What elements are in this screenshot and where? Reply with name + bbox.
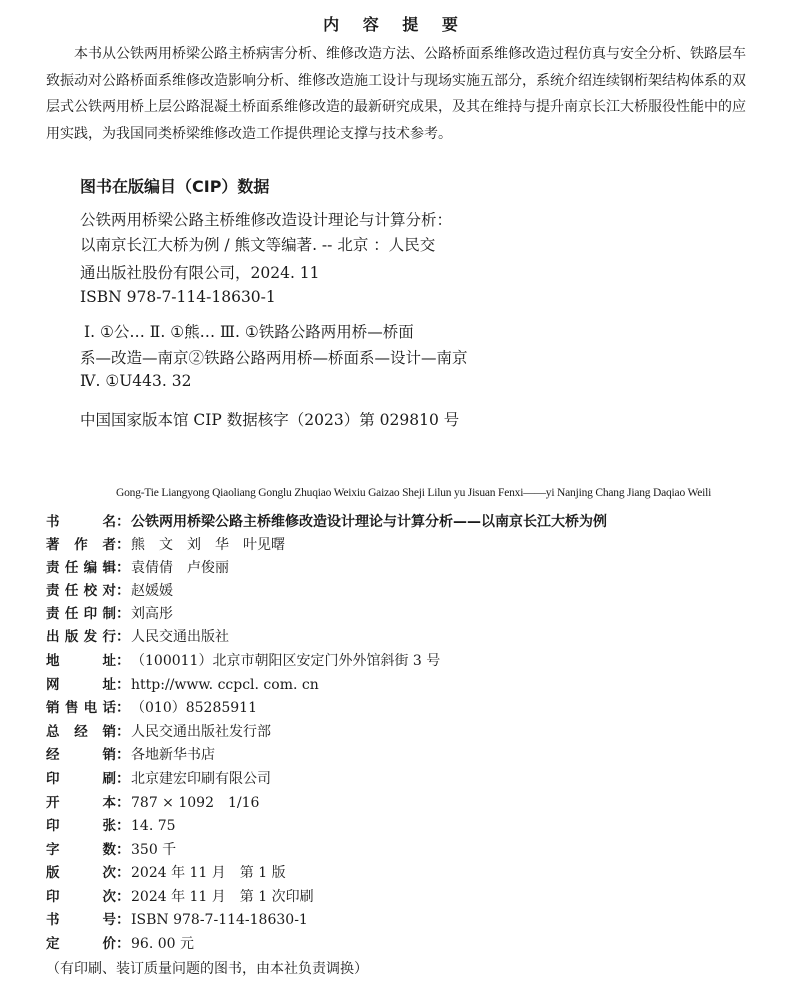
cip-publisher-line: 通出版社股份有限公司，2024. 11	[80, 264, 320, 282]
colophon-value: 赵媛媛	[131, 583, 173, 599]
cip-isbn-line: ISBN 978-7-114-18630-1	[80, 288, 276, 306]
colophon-row-publisher: 出版发行 ： 人民交通出版社	[46, 625, 229, 648]
colophon-value: 人民交通出版社发行部	[131, 724, 271, 740]
colophon-row-authors: 著作者 ： 熊 文 刘 华 叶见曙	[46, 533, 285, 556]
colophon-row-sheets: 印 张 ： 14. 75	[46, 814, 176, 837]
cip-heading: 图书在版编目（CIP）数据	[80, 177, 270, 196]
colophon-label: 开 本	[46, 795, 116, 811]
colophon-label: 书 名	[46, 514, 116, 530]
colophon-value: 2024 年 11 月 第 1 版	[131, 865, 286, 881]
cip-title-line-1: 公铁两用桥梁公路主桥维修改造设计理论与计算分析：	[80, 211, 453, 229]
colophon-label: 责任印制	[46, 606, 116, 622]
colophon-row-editors: 责任编辑 ： 袁倩倩 卢俊丽	[46, 556, 229, 579]
website-link: http://www. ccpcl. com. cn	[131, 677, 319, 693]
colophon-value: 熊 文 刘 华 叶见曙	[131, 537, 285, 553]
colophon-row-impression: 印 次 ： 2024 年 11 月 第 1 次印刷	[46, 885, 314, 908]
colophon-value: 北京建宏印刷有限公司	[131, 771, 271, 787]
cip-subject-line-1: Ⅰ. ①公… Ⅱ. ①熊… Ⅲ. ①铁路公路两用桥—桥面	[84, 323, 414, 341]
colophon-label: 经 销	[46, 747, 116, 763]
colophon-value: 刘高彤	[131, 606, 173, 622]
colophon-label: 书 号	[46, 912, 116, 928]
summary-paragraph: 本书从公铁两用桥梁公路主桥病害分析、维修改造方法、公路桥面系维修改造过程仿真与安全分析、铁路层车致振动对公路桥面系维修改造影响分析、维修改造施工设计与现场实施五部分，系统介绍连续钢桁架结构体系的双层式公铁两用桥上层公路混凝土桥面系维修改造的最新研究成果，及其在维持与提升南京长江大桥服役性能中的应用实践，为我国同类桥梁维修改造工作提供理论支撑与技术参考。	[46, 46, 746, 142]
colophon-label: 版 次	[46, 865, 116, 881]
colophon-value: 人民交通出版社	[131, 629, 229, 645]
colophon-value: 公铁两用桥梁公路主桥维修改造设计理论与计算分析——以南京长江大桥为例	[131, 514, 607, 530]
cip-subject-line-2: 系—改造—南京②铁路公路两用桥—桥面系—设计—南京	[80, 349, 468, 367]
colophon-row-sales-phone: 销售电话 ： （010）85285911	[46, 696, 257, 719]
cip-verification-line: 中国国家版本馆 CIP 数据核字（2023）第 029810 号	[80, 411, 460, 429]
colophon-value: 350 千	[131, 842, 177, 858]
colophon-label: 责任校对	[46, 583, 116, 599]
colophon-row-general-distributor: 总经销 ： 人民交通出版社发行部	[46, 720, 271, 743]
colophon-label: 地 址	[46, 653, 116, 669]
colophon-label: 总经销	[46, 724, 116, 740]
colophon-row-price: 定 价 ： 96. 00 元	[46, 932, 194, 955]
summary-heading: 内 容 提 要	[323, 15, 467, 34]
colophon-row-website: 网 址 ： http://www. ccpcl. com. cn	[46, 673, 319, 696]
colophon-label: 印 刷	[46, 771, 116, 787]
colophon-row-title: 书 名 ： 公铁两用桥梁公路主桥维修改造设计理论与计算分析——以南京长江大桥为例	[46, 510, 607, 533]
cip-classification-line: Ⅳ. ①U443. 32	[80, 372, 192, 390]
colophon-label: 责任编辑	[46, 560, 116, 576]
colophon-value: 2024 年 11 月 第 1 次印刷	[131, 889, 314, 905]
colophon-value: 袁倩倩 卢俊丽	[131, 560, 229, 576]
colophon-value: 14. 75	[131, 818, 176, 834]
quality-notice: （有印刷、装订质量问题的图书，由本社负责调换）	[46, 961, 368, 977]
colophon-row-format: 开 本 ： 787 × 1092 1/16	[46, 791, 259, 814]
colophon-value: （100011）北京市朝阳区安定门外外馆斜街 3 号	[131, 653, 441, 669]
colophon-row-distributor: 经 销 ： 各地新华书店	[46, 743, 215, 766]
pinyin-title: Gong-Tie Liangyong Qiaoliang Gonglu Zhuqiao Weixiu Gaizao Sheji Lilun yu Jisuan Fenxi——yi Nanjing Chang Jiang Daqiao Weili	[116, 487, 712, 499]
colophon-value: 787 × 1092 1/16	[131, 795, 260, 811]
colophon-label: 定 价	[46, 936, 116, 952]
colophon-row-printer: 印 刷 ： 北京建宏印刷有限公司	[46, 767, 271, 790]
colophon-label: 网 址	[46, 677, 116, 693]
colophon-row-isbn: 书 号 ： ISBN 978-7-114-18630-1	[46, 908, 308, 931]
colophon-value: 96. 00 元	[131, 936, 194, 952]
colophon-label: 字 数	[46, 842, 116, 858]
colophon-value: 各地新华书店	[131, 747, 215, 763]
colophon-label: 著作者	[46, 537, 116, 553]
colophon-label: 出版发行	[46, 629, 116, 645]
colophon-row-address: 地 址 ： （100011）北京市朝阳区安定门外外馆斜街 3 号	[46, 649, 440, 672]
colophon-value: ISBN 978-7-114-18630-1	[131, 912, 308, 928]
colophon-row-proofreader: 责任校对 ： 赵媛媛	[46, 579, 173, 602]
cip-title-line-2: 以南京长江大桥为例 / 熊文等编著. -- 北京 ：人民交	[80, 236, 436, 254]
colophon-value: （010）85285911	[131, 700, 257, 716]
colophon-label: 印 次	[46, 889, 116, 905]
colophon-label: 销售电话	[46, 700, 116, 716]
colophon-row-word-count: 字 数 ： 350 千	[46, 838, 176, 861]
colophon-label: 印 张	[46, 818, 116, 834]
colophon-row-edition: 版 次 ： 2024 年 11 月 第 1 版	[46, 861, 286, 884]
colophon-row-printing-supervisor: 责任印制 ： 刘高彤	[46, 602, 173, 625]
